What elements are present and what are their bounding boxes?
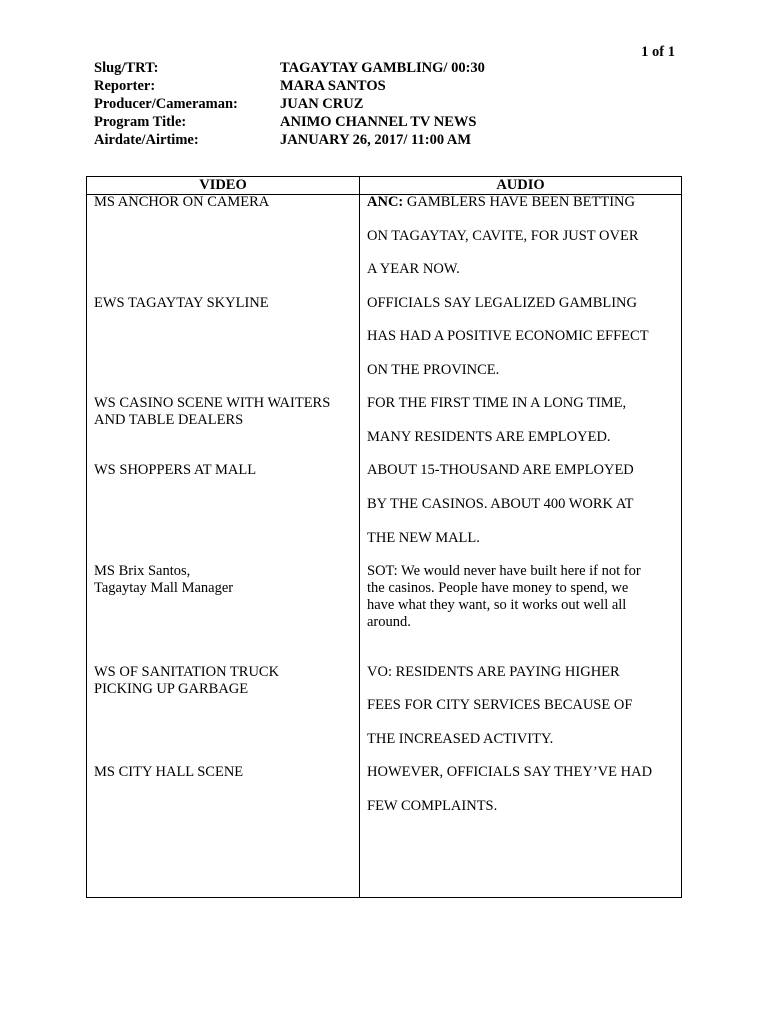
audio-line: A YEAR NOW. (367, 261, 460, 277)
program-title-row (94, 113, 485, 131)
column-divider (359, 177, 360, 897)
page-number: 1 of 1 (641, 44, 675, 60)
video-cue: WS CASINO SCENE WITH WAITERS (94, 395, 331, 411)
audio-line: HOWEVER, OFFICIALS SAY THEY’VE HAD (367, 764, 653, 780)
audio-line: OFFICIALS SAY LEGALIZED GAMBLING (367, 295, 637, 311)
video-cue: WS SHOPPERS AT MALL (94, 462, 257, 478)
video-cue: WS OF SANITATION TRUCK (94, 664, 280, 680)
audio-line (367, 194, 677, 211)
audio-line: FEES FOR CITY SERVICES BECAUSE OF (367, 697, 633, 713)
video-cue: MS ANCHOR ON CAMERA (94, 194, 270, 210)
video-cue: AND TABLE DEALERS (94, 412, 244, 428)
program-title-label: Program Title: (94, 114, 187, 130)
airdate-value: JANUARY 26, 2017/ 11:00 AM (280, 132, 472, 148)
slug-label: Slug/TRT: (94, 60, 159, 76)
audio-line: BY THE CASINOS. ABOUT 400 WORK AT (367, 496, 634, 512)
audio-line: FOR THE FIRST TIME IN A LONG TIME, (367, 395, 627, 411)
slug-value: TAGAYTAY GAMBLING/ 00:30 (280, 60, 485, 76)
audio-line: HAS HAD A POSITIVE ECONOMIC EFFECT (367, 328, 649, 344)
audio-line: have what they want, so it works out well all (367, 597, 627, 613)
video-cue: Tagaytay Mall Manager (94, 580, 234, 596)
audio-line: ON TAGAYTAY, CAVITE, FOR JUST OVER (367, 228, 639, 244)
producer-row (94, 95, 485, 113)
producer-value: JUAN CRUZ (280, 96, 364, 112)
audio-line: ON THE PROVINCE. (367, 362, 500, 378)
airdate-label: Airdate/Airtime: (94, 132, 199, 148)
audio-line: MANY RESIDENTS ARE EMPLOYED. (367, 429, 611, 445)
script-header (94, 59, 485, 149)
program-title-value: ANIMO CHANNEL TV NEWS (280, 114, 477, 130)
audio-line: THE INCREASED ACTIVITY. (367, 731, 554, 747)
airdate-row (94, 131, 485, 149)
reporter-row (94, 77, 485, 95)
reporter-value: MARA SANTOS (280, 78, 386, 94)
slug-row (94, 59, 485, 77)
script-table (86, 176, 682, 898)
producer-label: Producer/Cameraman: (94, 96, 238, 112)
audio-column-header: AUDIO (496, 177, 545, 193)
audio-line: THE NEW MALL. (367, 530, 480, 546)
audio-line: the casinos. People have money to spend, we (367, 580, 629, 596)
audio-line: around. (367, 614, 411, 630)
video-cue: MS Brix Santos, (94, 563, 191, 579)
audio-line: SOT: We would never have built here if not for (367, 563, 641, 579)
reporter-label: Reporter: (94, 78, 156, 94)
video-cue: MS CITY HALL SCENE (94, 764, 244, 780)
video-cue: PICKING UP GARBAGE (94, 681, 249, 697)
anchor-cue: ANC: (367, 194, 404, 210)
audio-line: FEW COMPLAINTS. (367, 798, 498, 814)
video-cue: EWS TAGAYTAY SKYLINE (94, 295, 269, 311)
audio-line: ABOUT 15-THOUSAND ARE EMPLOYED (367, 462, 634, 478)
audio-line-text: GAMBLERS HAVE BEEN BETTING (403, 194, 635, 210)
video-column-header: VIDEO (199, 177, 247, 193)
audio-line: VO: RESIDENTS ARE PAYING HIGHER (367, 664, 620, 680)
